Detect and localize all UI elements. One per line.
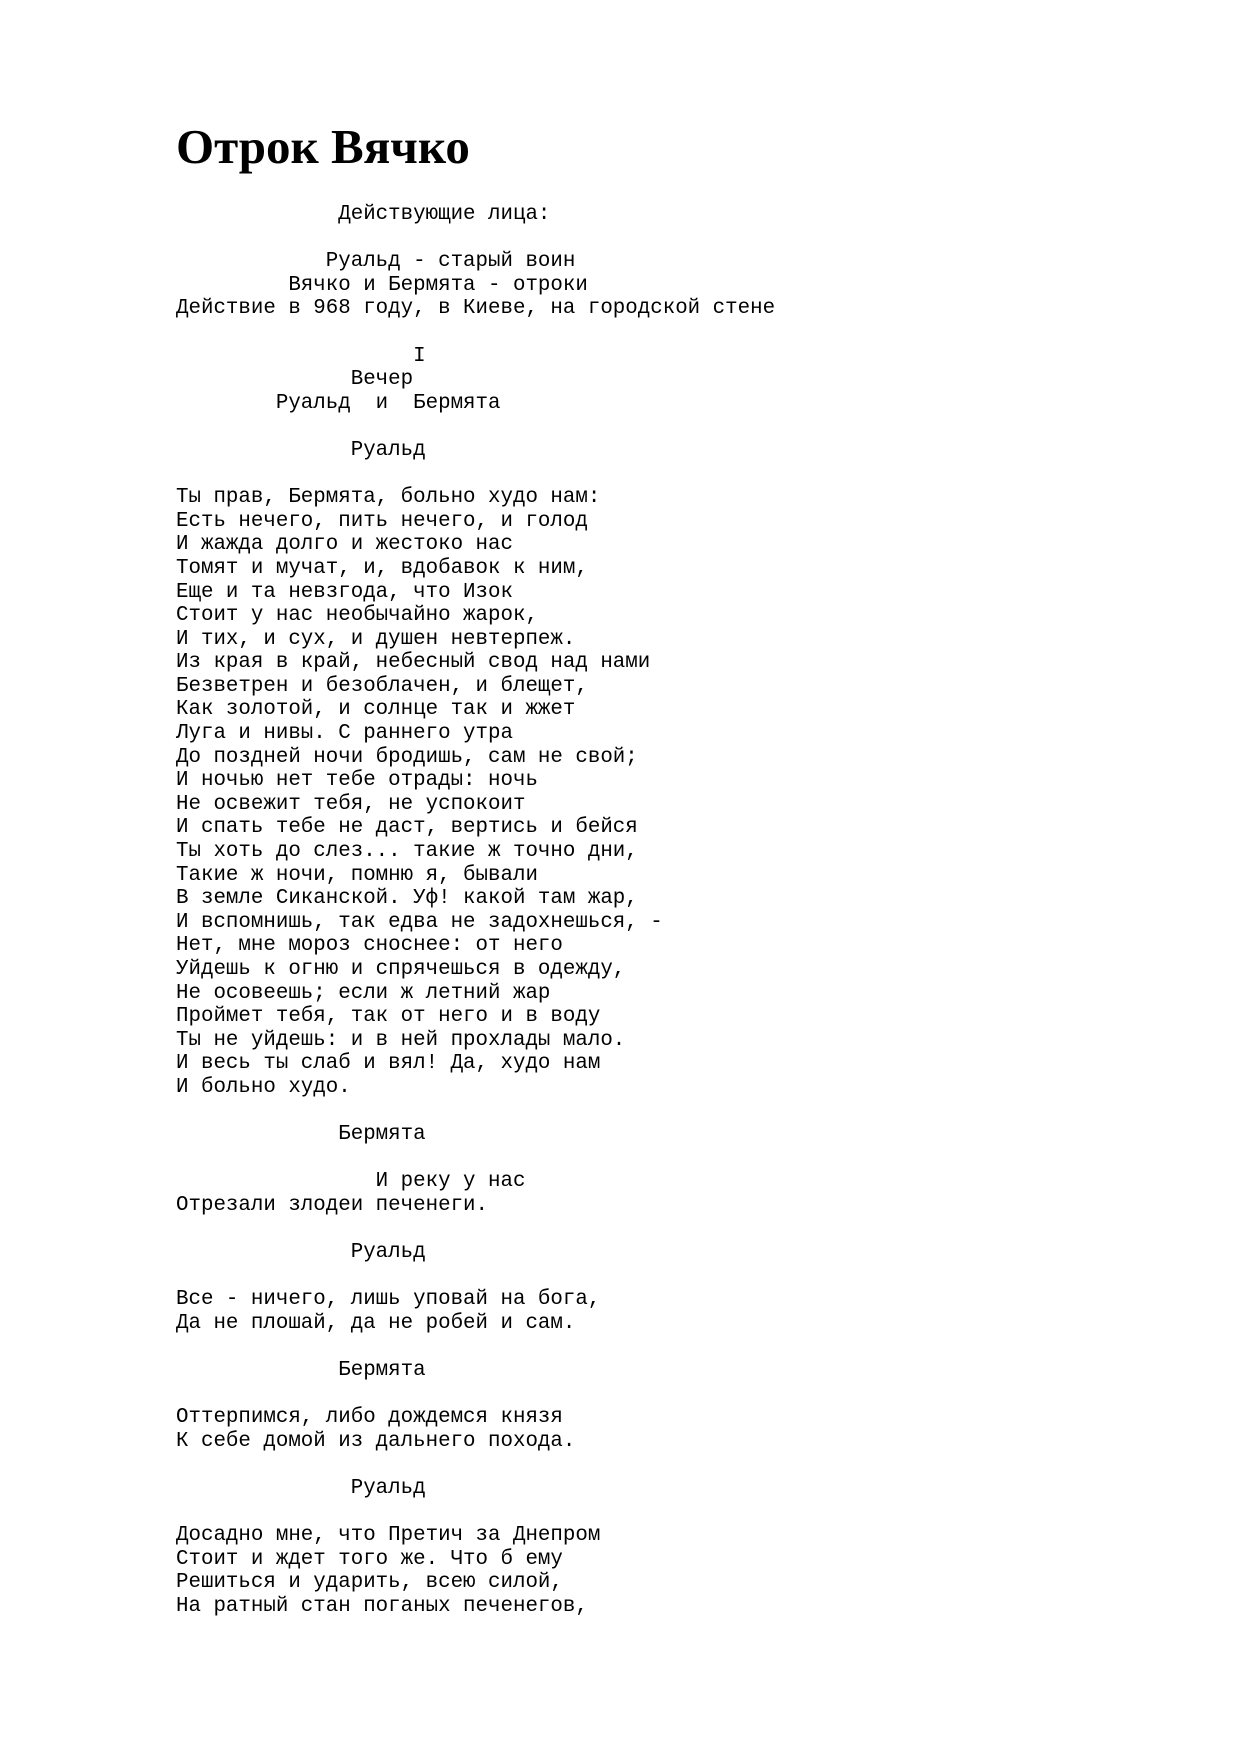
text-line: И ночью нет тебе отрады: ночь: [176, 769, 538, 793]
text-line: Нет, мне мороз сноснее: от него: [176, 934, 563, 958]
text-line: Действующие лица:: [176, 203, 551, 226]
text-line: Еще и та невзгода, что Изок: [176, 580, 513, 604]
text-line: [176, 1453, 775, 1477]
text-line: Безветрен и безоблачен, и блещет,: [176, 674, 588, 698]
text-line: В земле Сиканской. Уф! какой там жар,: [176, 887, 638, 911]
text-line: [176, 463, 775, 487]
text-line: Все - ничего, лишь уповай на бога,: [176, 1288, 601, 1312]
text-line: Стоит и ждет того же. Что б ему: [176, 1547, 563, 1571]
play-text: [176, 203, 775, 1619]
text-line: Да не плошай, да не робей и сам.: [176, 1311, 576, 1335]
text-line: [176, 415, 775, 439]
text-line: [176, 1383, 775, 1407]
text-line: Из края в край, небесный свод над нами: [176, 651, 651, 675]
text-line: Руальд: [176, 438, 426, 462]
text-line: Досадно мне, что Претич за Днепром: [176, 1524, 601, 1548]
text-line: Вечер: [176, 368, 414, 392]
text-line: И реку у нас: [176, 1170, 526, 1194]
text-line: Луга и нивы. С раннего утра: [176, 722, 513, 746]
text-line: Отрезали злодеи печенеги.: [176, 1193, 489, 1217]
text-line: [176, 1147, 775, 1171]
text-line: Не осовеешь; если ж летний жар: [176, 981, 551, 1005]
text-line: Руальд: [176, 1477, 426, 1501]
text-line: Ты прав, Бермята, больно худо нам:: [176, 486, 601, 510]
text-line: Бермята: [176, 1359, 426, 1383]
text-line: И тих, и сух, и душен невтерпеж.: [176, 627, 576, 651]
text-line: И больно худо.: [176, 1075, 351, 1099]
text-line: Стоит у нас необычайно жарок,: [176, 604, 538, 628]
text-line: [176, 1218, 775, 1242]
text-line: И весь ты слаб и вял! Да, худо нам: [176, 1052, 601, 1076]
text-line: [176, 1265, 775, 1289]
text-line: До поздней ночи бродишь, сам не свой;: [176, 745, 638, 769]
text-line: И жажда долго и жестоко нас: [176, 533, 513, 557]
text-line: [176, 227, 775, 251]
text-line: Уйдешь к огню и спрячешься в одежду,: [176, 958, 626, 981]
text-line: Такие ж ночи, помню я, бывали: [176, 863, 538, 887]
text-line: [176, 1100, 775, 1124]
text-line: И вспомнишь, так едва не задохнешься, -: [176, 910, 663, 934]
text-line: [176, 1501, 775, 1525]
text-line: Руальд - старый воин: [176, 250, 576, 274]
text-line: [176, 321, 775, 345]
text-line: I: [176, 344, 426, 368]
text-line: Ты хоть до слез... такие ж точно дни,: [176, 840, 638, 864]
text-line: Действие в 968 году, в Киеве, на городской стене: [176, 297, 776, 321]
text-line: Руальд и Бермята: [176, 391, 501, 415]
text-line: Бермята: [176, 1123, 426, 1147]
text-line: Оттерпимся, либо дождемся князя: [176, 1406, 563, 1430]
text-line: Как золотой, и солнце так и жжет: [176, 698, 576, 722]
text-line: [176, 1336, 775, 1360]
text-line: Есть нечего, пить нечего, и голод: [176, 509, 588, 533]
text-line: И спать тебе не даст, вертись и бейся: [176, 816, 638, 840]
text-line: Ты не уйдешь: и в ней прохлады мало.: [176, 1028, 626, 1052]
text-line: Томят и мучат, и, вдобавок к ним,: [176, 556, 588, 580]
document-title: Отрок Вячко: [176, 119, 470, 174]
text-line: Решиться и ударить, всею силой,: [176, 1571, 563, 1595]
text-line: Проймет тебя, так от него и в воду: [176, 1005, 601, 1029]
text-line: К себе домой из дальнего похода.: [176, 1429, 576, 1453]
text-line: Не освежит тебя, не успокоит: [176, 792, 526, 816]
text-line: На ратный стан поганых печенегов,: [176, 1595, 588, 1619]
text-line: Руальд: [176, 1241, 426, 1265]
text-line: Вячко и Бермята - отроки: [176, 273, 588, 297]
